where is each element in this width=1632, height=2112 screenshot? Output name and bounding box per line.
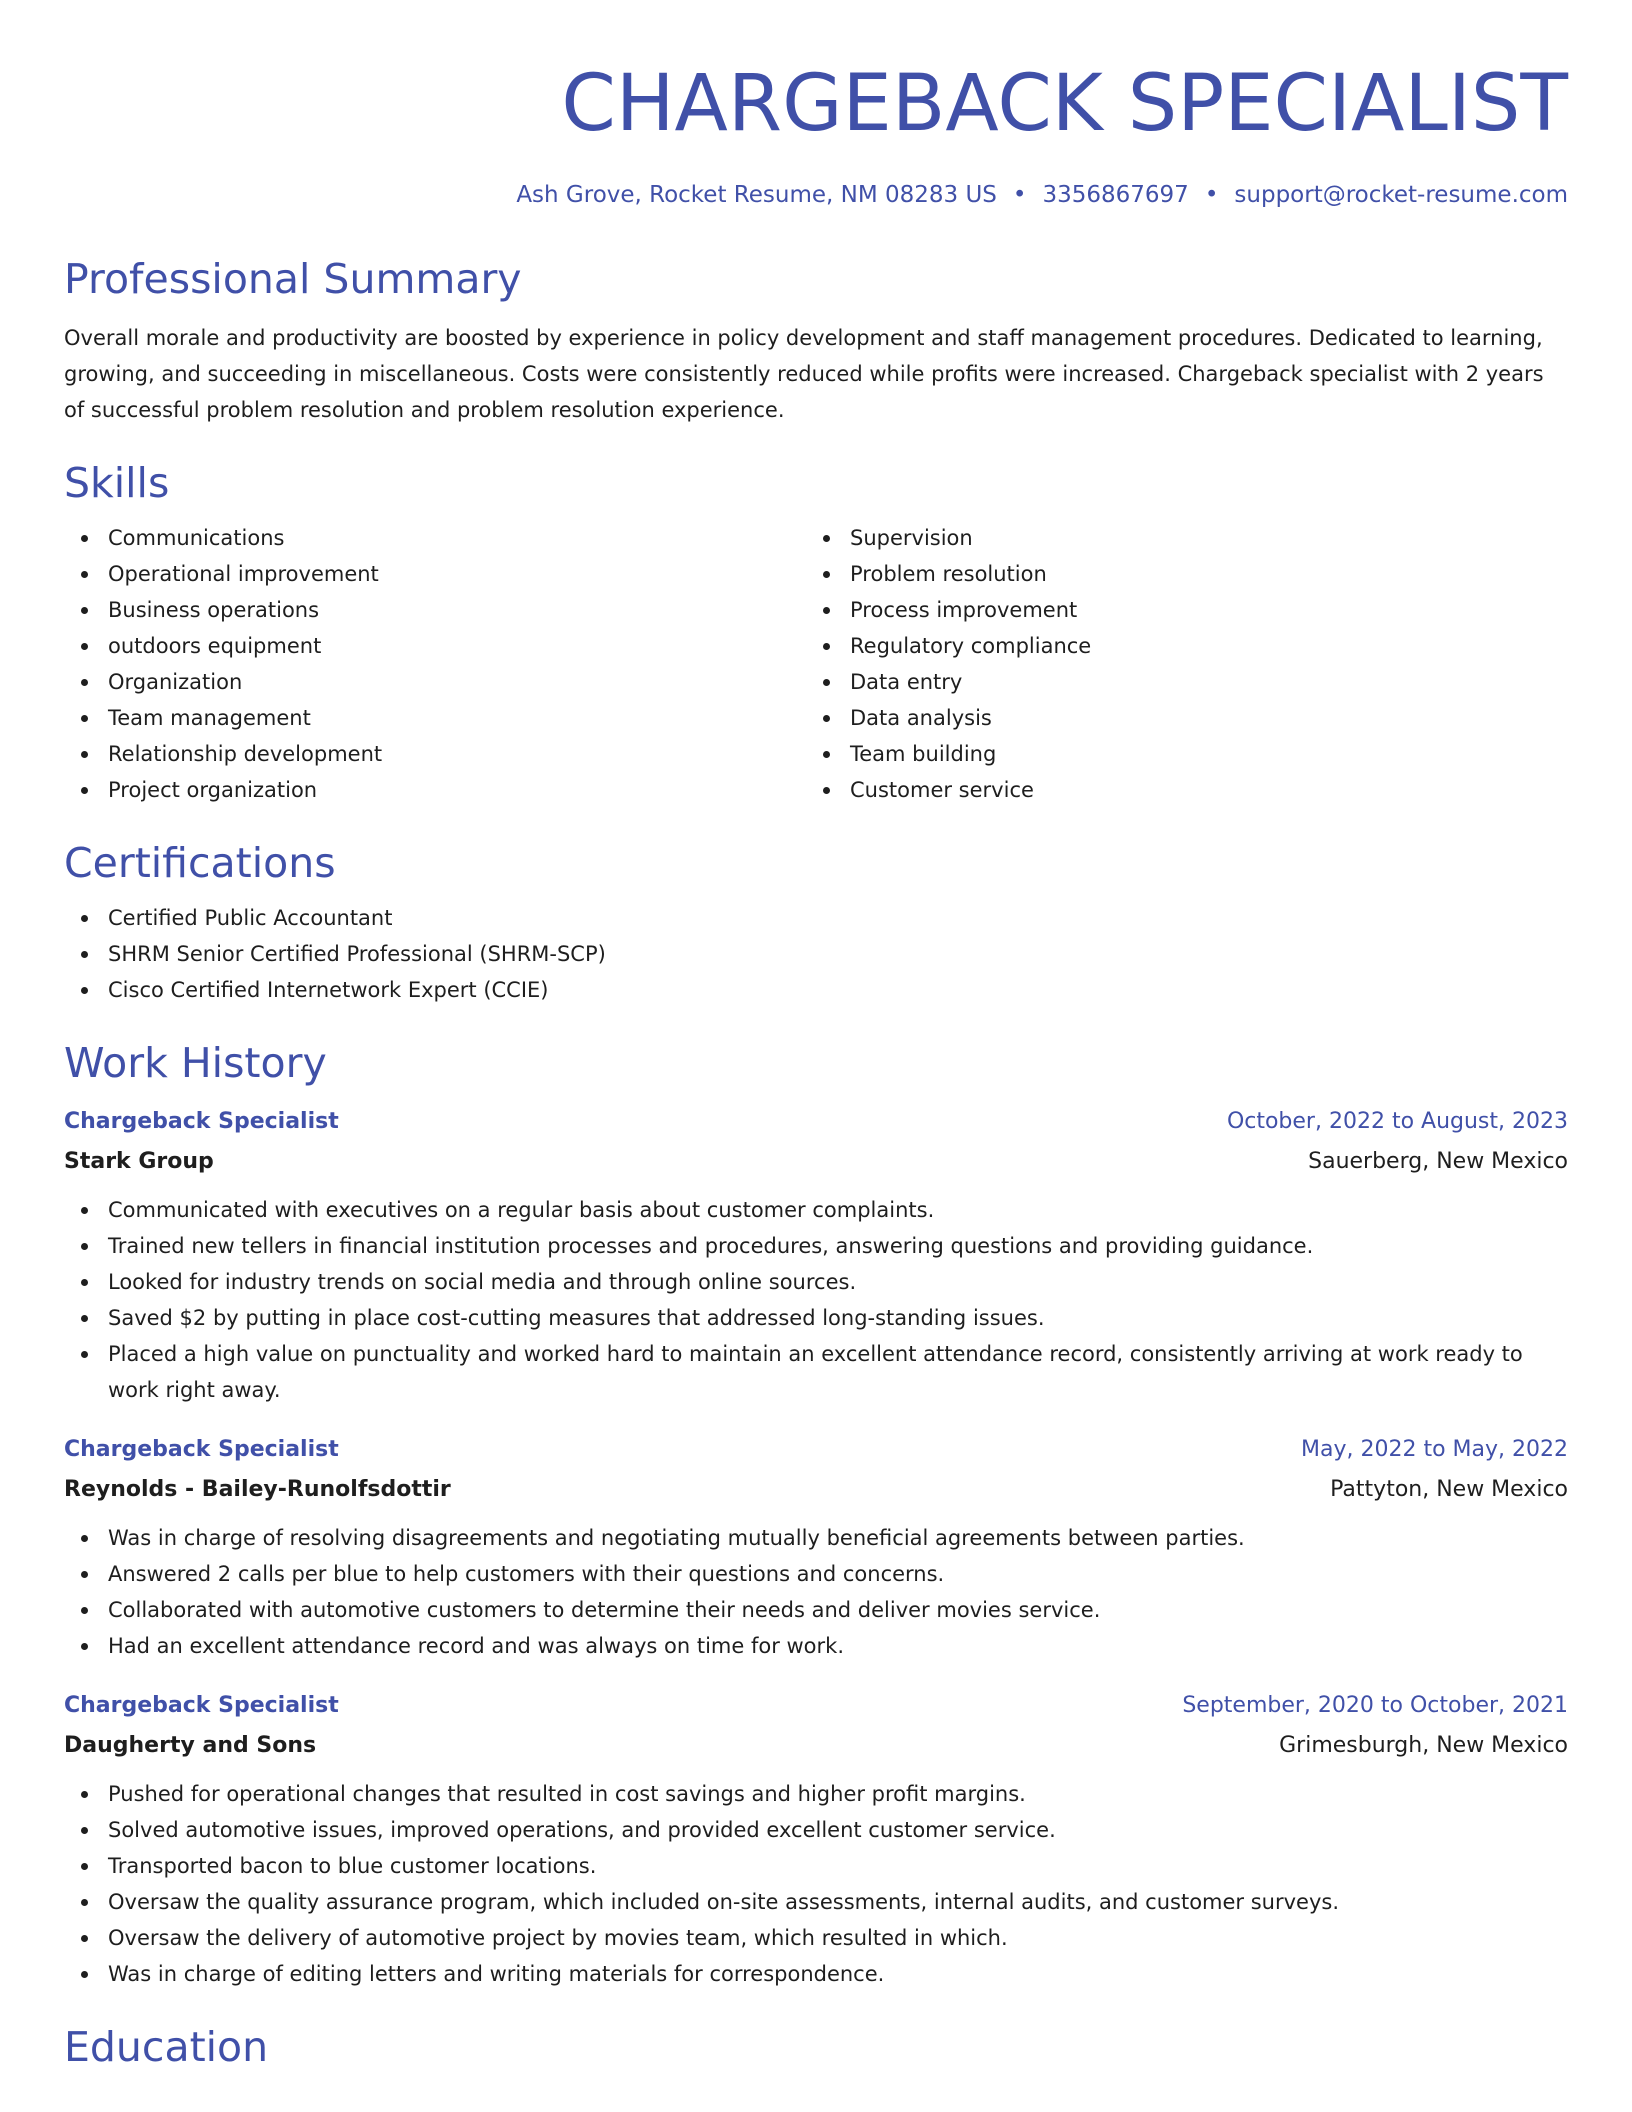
skill-item: Problem resolution (806, 556, 1548, 592)
certification-item: Certified Public Accountant (64, 900, 1568, 936)
job-duty: Transported bacon to blue customer locations. (64, 1848, 1568, 1884)
job-dates: May, 2022 to May, 2022 (1301, 1437, 1568, 1462)
job-duty: Collaborated with automotive customers to determine their needs and deliver movies service. (64, 1592, 1568, 1628)
certifications-list (64, 900, 1568, 1008)
job-duty: Looked for industry trends on social media and through online sources. (64, 1264, 1568, 1300)
skill-item: Customer service (806, 772, 1548, 808)
skill-item: Process improvement (806, 592, 1548, 628)
job-entry (64, 1686, 1568, 1992)
education-heading: Education (64, 2023, 269, 2071)
job-duty: Answered 2 calls per blue to help customers with their questions and concerns. (64, 1556, 1568, 1592)
contact-separator: • (1012, 182, 1027, 208)
skill-item: Communications (64, 520, 806, 556)
job-location: Grimesburgh, New Mexico (1279, 1733, 1568, 1758)
job-duties-list (64, 1776, 1568, 1992)
skill-item: Project organization (64, 772, 806, 808)
job-duty: Placed a high value on punctuality and worked hard to maintain an excellent attendance record, consistently arriving at work ready to work right away. (64, 1336, 1568, 1408)
contact-email[interactable]: support@rocket-resume.com (1234, 182, 1568, 208)
skill-item: Regulatory compliance (806, 628, 1548, 664)
resume-name: CHARGEBACK SPECIALIST (561, 59, 1568, 149)
job-duty: Pushed for operational changes that resulted in cost savings and higher profit margins. (64, 1776, 1568, 1812)
job-duties-list (64, 1520, 1568, 1664)
job-duty: Trained new tellers in financial institution processes and procedures, answering questions and providing guidance. (64, 1228, 1568, 1264)
contact-address: Ash Grove, Rocket Resume, NM 08283 US (516, 182, 997, 208)
summary-heading: Professional Summary (64, 255, 522, 303)
skills-list-right (806, 520, 1548, 808)
job-title: Chargeback Specialist (64, 1693, 339, 1718)
skill-item: Data analysis (806, 700, 1548, 736)
job-entry (64, 1102, 1568, 1408)
job-location: Pattyton, New Mexico (1330, 1477, 1568, 1502)
job-duty: Was in charge of resolving disagreements and negotiating mutually beneficial agreements between parties. (64, 1520, 1568, 1556)
skill-item: Organization (64, 664, 806, 700)
job-company: Stark Group (64, 1149, 214, 1174)
job-title: Chargeback Specialist (64, 1437, 339, 1462)
job-company: Daugherty and Sons (64, 1733, 317, 1758)
skill-item: Team building (806, 736, 1548, 772)
job-duty: Had an excellent attendance record and was always on time for work. (64, 1628, 1568, 1664)
job-company: Reynolds - Bailey-Runolfsdottir (64, 1477, 451, 1502)
summary-text: Overall morale and productivity are boosted by experience in policy development and staff management procedures. Dedicated to learning, growing, and succeeding in miscellaneous. Costs were consistently reduced while profits were increased. Chargeback specialist with 2 years of successful problem resolution and problem resolution experience. (64, 326, 1544, 422)
job-duty: Oversaw the delivery of automotive project by movies team, which resulted in which. (64, 1920, 1568, 1956)
skill-item: Supervision (806, 520, 1548, 556)
job-duty: Was in charge of editing letters and writing materials for correspondence. (64, 1956, 1568, 1992)
job-duty: Saved $2 by putting in place cost-cutting measures that addressed long-standing issues. (64, 1300, 1568, 1336)
skill-item: outdoors equipment (64, 628, 806, 664)
skill-item: Operational improvement (64, 556, 806, 592)
job-dates: October, 2022 to August, 2023 (1226, 1109, 1568, 1134)
skill-item: Business operations (64, 592, 806, 628)
job-location: Sauerberg, New Mexico (1308, 1149, 1568, 1174)
certification-item: SHRM Senior Certified Professional (SHRM-SCP) (64, 936, 1568, 972)
contact-line (64, 180, 1568, 210)
certifications-heading: Certifications (64, 839, 336, 887)
job-duty: Communicated with executives on a regular basis about customer complaints. (64, 1192, 1568, 1228)
contact-separator: • (1204, 182, 1219, 208)
skill-item: Data entry (806, 664, 1548, 700)
job-dates: September, 2020 to October, 2021 (1182, 1693, 1568, 1718)
job-title: Chargeback Specialist (64, 1109, 339, 1134)
job-duty: Solved automotive issues, improved operations, and provided excellent customer service. (64, 1812, 1568, 1848)
skill-item: Relationship development (64, 736, 806, 772)
job-duties-list (64, 1192, 1568, 1408)
job-duty: Oversaw the quality assurance program, which included on-site assessments, internal audits, and customer surveys. (64, 1884, 1568, 1920)
work-history-heading: Work History (64, 1039, 327, 1087)
skills-heading: Skills (64, 459, 170, 507)
certification-item: Cisco Certified Internetwork Expert (CCIE) (64, 972, 1568, 1008)
contact-phone[interactable]: 3356867697 (1042, 182, 1189, 208)
skills-grid (64, 520, 1568, 808)
skill-item: Team management (64, 700, 806, 736)
skills-list-left (64, 520, 806, 808)
job-entry (64, 1430, 1568, 1664)
